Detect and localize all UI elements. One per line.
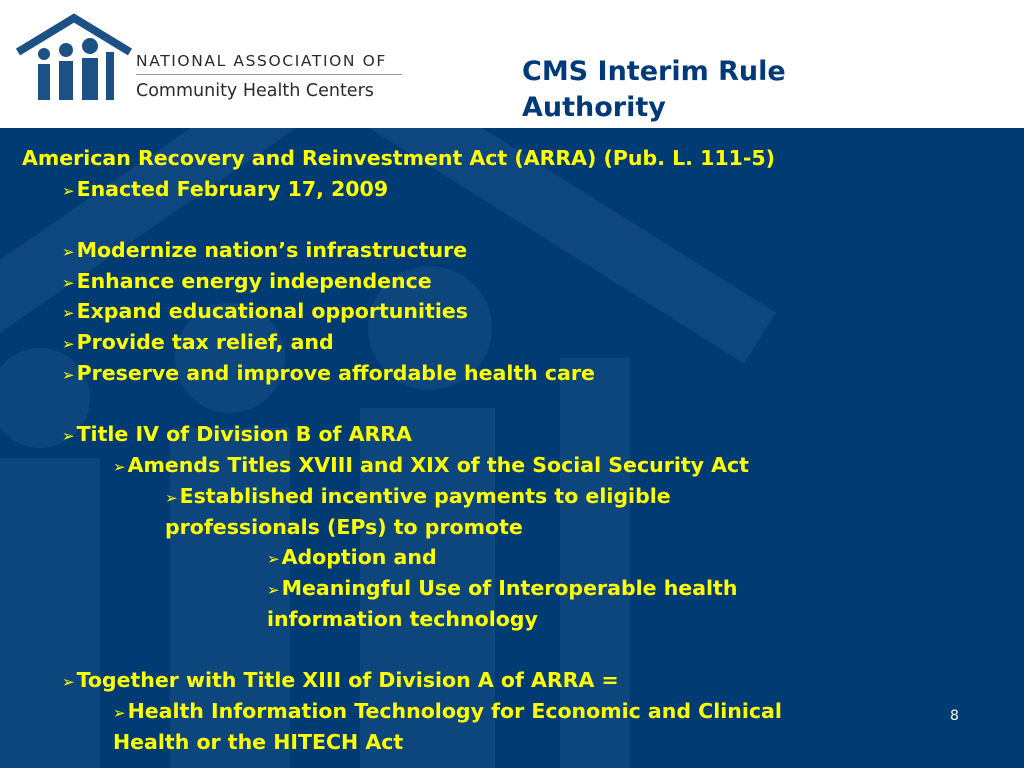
bullet-hitech-cont: Health or the HITECH Act [113, 730, 404, 754]
bullet-established [165, 482, 671, 512]
org-name-divider [136, 74, 402, 75]
bullet-hitech [113, 697, 782, 727]
bullet-text: Health Information Technology for Economic and Clinical [127, 699, 782, 723]
slide-title [522, 54, 942, 126]
bullet-text: Amends Titles XVIII and XIX of the Social Security Act [127, 453, 749, 477]
slide-title-line2: Authority [522, 92, 666, 123]
bullet-text: Enhance energy independence [76, 269, 432, 293]
bullet-text: Meaningful Use of Interoperable health [281, 576, 738, 600]
slide-title-line1: CMS Interim Rule [522, 56, 786, 87]
bullet-text: Preserve and improve affordable health care [76, 361, 595, 385]
page-number: 8 [950, 708, 959, 724]
bullet-title-iv [62, 420, 412, 450]
org-name-line1: NATIONAL ASSOCIATION OF [136, 52, 387, 70]
bullet-arrow-icon: ➢ [62, 304, 75, 322]
bullet-meaningful-cont: information technology [267, 607, 538, 631]
act-heading: American Recovery and Reinvestment Act (ARRA) (Pub. L. 111-5) [22, 146, 776, 170]
bullet-arrow-icon: ➢ [165, 489, 178, 507]
slide-header [0, 0, 1024, 128]
org-name-line2: Community Health Centers [136, 81, 374, 101]
bullet-text: Provide tax relief, and [76, 330, 334, 354]
bullet-established-cont: professionals (EPs) to promote [165, 515, 523, 539]
bullet-arrow-icon: ➢ [62, 182, 75, 200]
bullet-arrow-icon: ➢ [62, 243, 75, 261]
bullet-arrow-icon: ➢ [62, 274, 75, 292]
bullet-text: Expand educational opportunities [76, 299, 468, 323]
bullet-text: Established incentive payments to eligible [179, 484, 671, 508]
bullet-text: Together with Title XIII of Division A of ARRA = [76, 668, 619, 692]
bullet-goal-3 [62, 297, 468, 327]
bullet-arrow-icon: ➢ [62, 335, 75, 353]
bullet-arrow-icon: ➢ [113, 704, 126, 722]
bullet-enacted [62, 175, 388, 205]
bullet-goal-2 [62, 267, 432, 297]
nachc-logo-icon [14, 12, 134, 104]
bullet-text: Adoption and [281, 545, 437, 569]
bullet-goal-1 [62, 236, 467, 266]
bullet-meaningful [267, 574, 737, 604]
bullet-together [62, 666, 619, 696]
bullet-text: Enacted February 17, 2009 [76, 177, 389, 201]
bullet-text: Title IV of Division B of ARRA [76, 422, 412, 446]
bullet-amends [113, 451, 749, 481]
bullet-goal-5 [62, 359, 595, 389]
bullet-adoption [267, 543, 437, 573]
slide-body [0, 128, 1024, 768]
bullet-text: Modernize nation’s infrastructure [76, 238, 468, 262]
bullet-goal-4 [62, 328, 334, 358]
bullet-arrow-icon: ➢ [62, 673, 75, 691]
bullet-arrow-icon: ➢ [62, 427, 75, 445]
bullet-arrow-icon: ➢ [267, 550, 280, 568]
bullet-arrow-icon: ➢ [113, 458, 126, 476]
bullet-arrow-icon: ➢ [267, 581, 280, 599]
bullet-arrow-icon: ➢ [62, 366, 75, 384]
